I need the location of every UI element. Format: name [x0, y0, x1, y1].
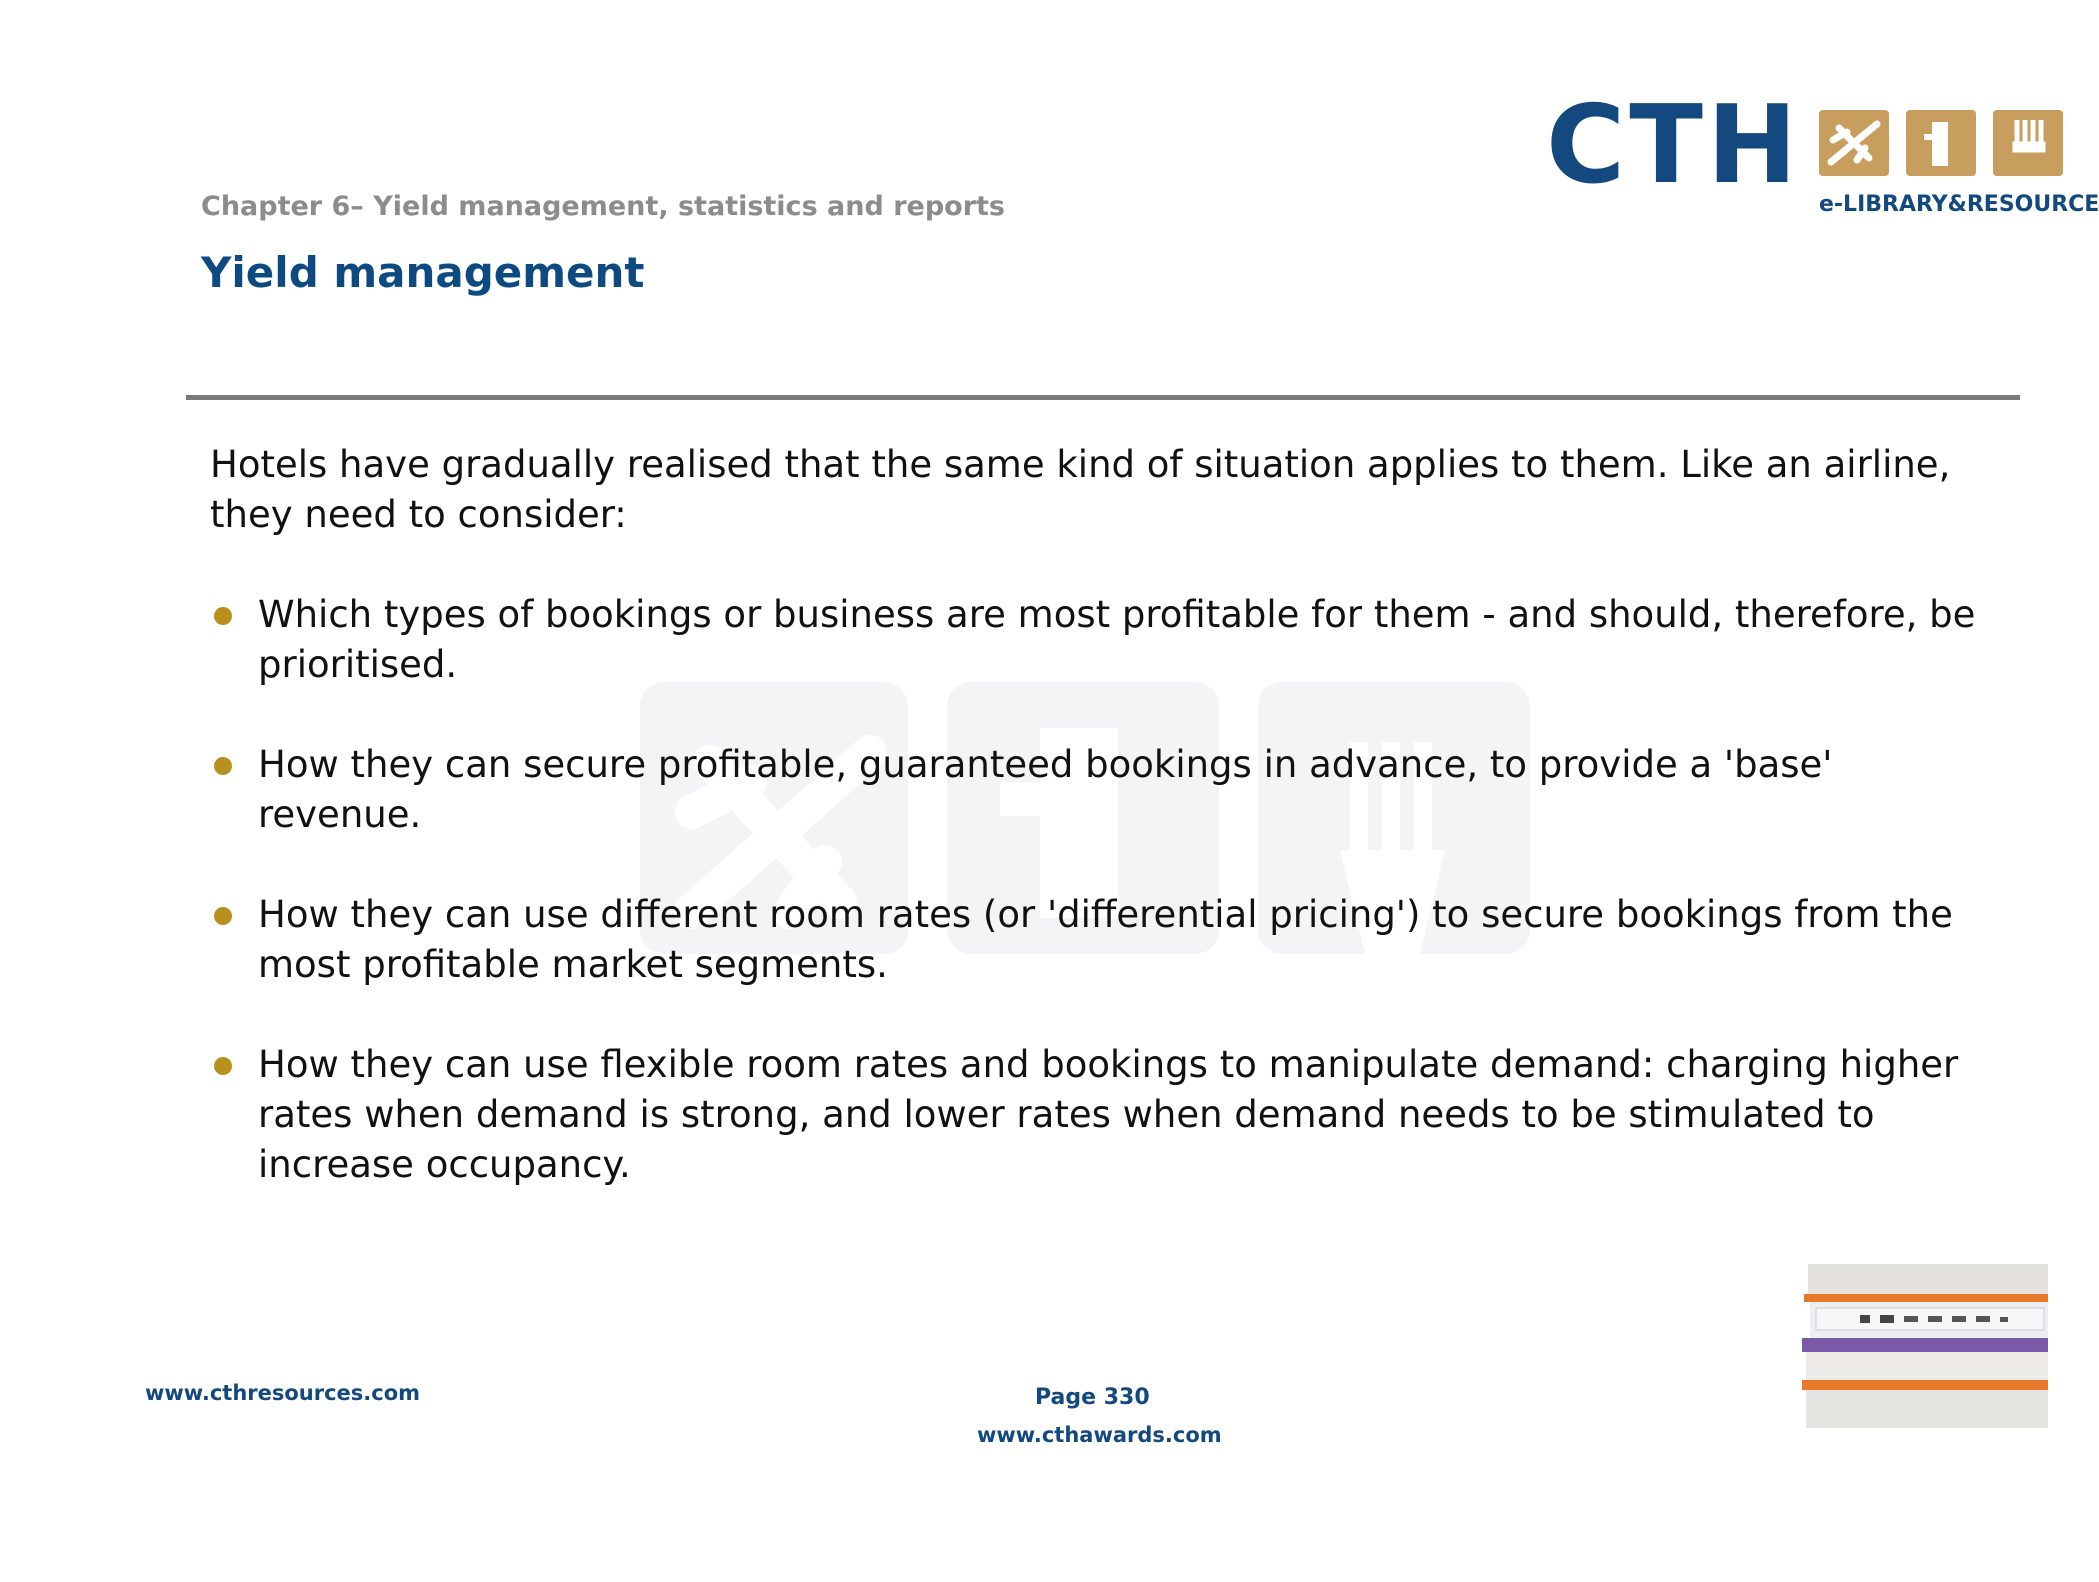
list-item [210, 590, 2000, 690]
logo-letters: CTH [1546, 83, 1802, 208]
list-item [210, 1040, 2000, 1190]
list-item [210, 890, 2000, 990]
luggage-icon [1906, 110, 1976, 176]
footer-awards-link[interactable]: www.cthawards.com [977, 1423, 1222, 1447]
page-title: Yield management [201, 248, 645, 297]
bullet-icon [214, 907, 232, 925]
book-stack-image [1800, 1262, 2048, 1432]
fork-icon [1993, 110, 2063, 176]
airplane-icon [1819, 110, 1889, 176]
bullet-list [210, 590, 2000, 1190]
bullet-text: How they can use different room rates (or 'differential pricing') to secure bookings from the most profitable market segments. [258, 893, 1953, 986]
intro-paragraph: Hotels have gradually realised that the same kind of situation applies to them. Like an airline, they need to consider: [210, 443, 1951, 536]
bullet-text: How they can use flexible room rates and bookings to manipulate demand: charging higher rates when demand is strong, and lower rates when demand needs to be stimulated to increase occupancy. [258, 1043, 1959, 1186]
footer-resources-link[interactable]: www.cthresources.com [145, 1381, 421, 1405]
cth-logo [1546, 83, 2099, 220]
chapter-heading: Chapter 6– Yield management, statistics and reports [201, 191, 1006, 222]
bullet-icon [214, 1057, 232, 1075]
bullet-icon [214, 607, 232, 625]
page-number: Page 330 [1035, 1385, 1150, 1410]
logo-tagline: e-LIBRARY&RESOURCE [1819, 192, 2099, 217]
bullet-icon [214, 757, 232, 775]
bullet-text: Which types of bookings or business are most profitable for them - and should, therefore, be prioritised. [258, 593, 1976, 686]
bullet-text: How they can secure profitable, guaranteed bookings in advance, to provide a 'base' revenue. [258, 743, 1833, 836]
body-content [210, 440, 2000, 1190]
list-item [210, 740, 2000, 840]
header-divider [186, 395, 2020, 400]
